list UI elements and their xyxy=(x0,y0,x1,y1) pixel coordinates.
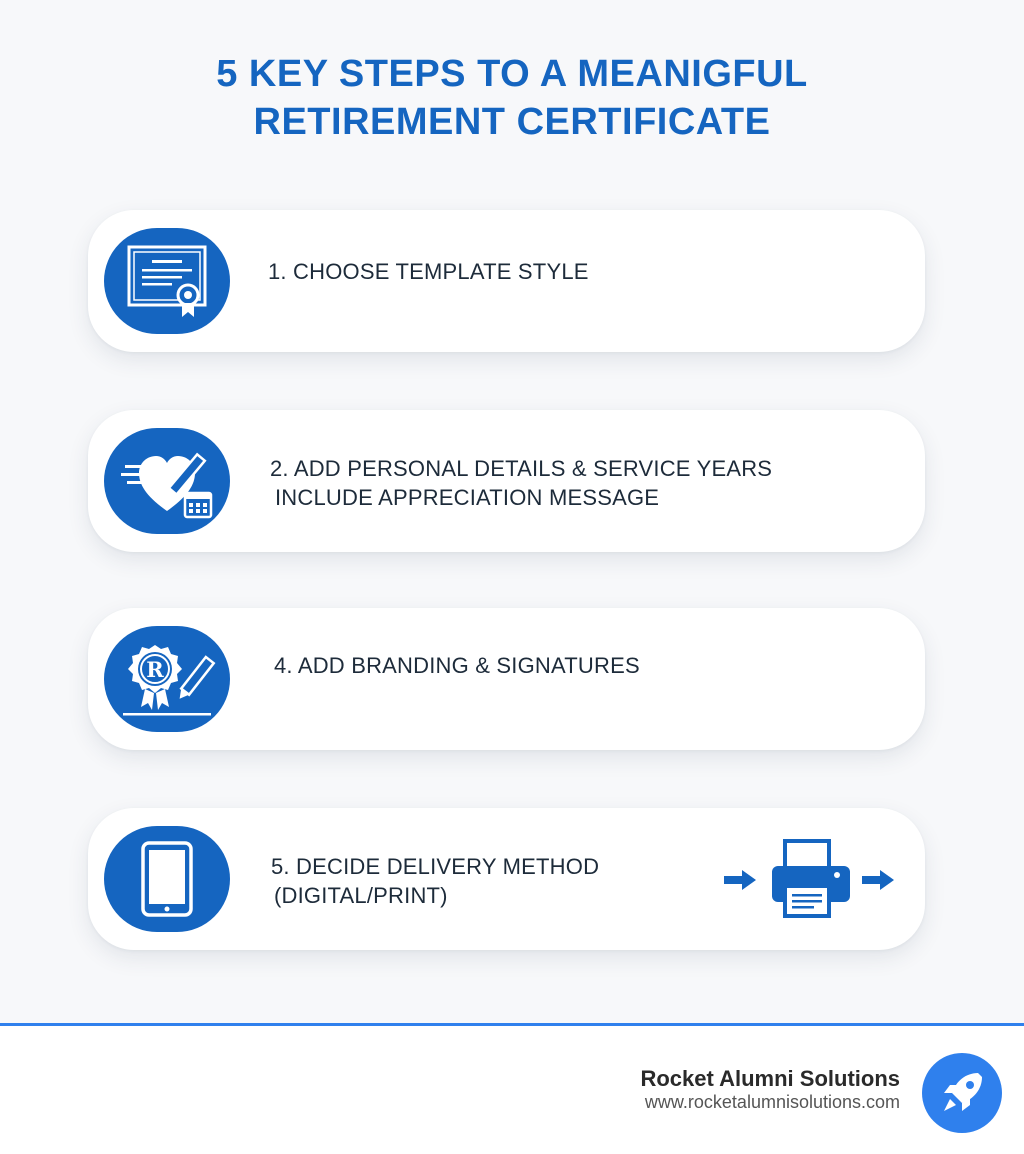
brand-url: www.rocketalumnisolutions.com xyxy=(644,1092,900,1112)
title-line-2: RETIREMENT CERTIFICATE xyxy=(253,101,771,143)
step-2-line-1: 2. ADD PERSONAL DETAILS & SERVICE YEARS xyxy=(270,456,773,481)
page-title xyxy=(0,50,1024,146)
tablet-icon xyxy=(104,826,230,932)
printer-icon xyxy=(724,838,896,925)
step-card-2 xyxy=(88,410,925,552)
step-card-1 xyxy=(88,210,925,352)
step-card-5 xyxy=(88,808,925,950)
step-text-1 xyxy=(268,257,589,286)
heart-pencil-calendar-icon xyxy=(104,428,230,534)
step-text-4 xyxy=(274,651,640,680)
brand-name: Rocket Alumni Solutions xyxy=(640,1066,900,1091)
step-5-line-1: 5. DECIDE DELIVERY METHOD xyxy=(271,854,600,879)
certificate-icon xyxy=(104,228,230,334)
title-line-1: 5 KEY STEPS TO A MEANIGFUL xyxy=(216,53,808,95)
step-4-line-1: 4. ADD BRANDING & SIGNATURES xyxy=(274,653,640,678)
step-text-5 xyxy=(271,852,599,910)
seal-signature-icon xyxy=(104,626,230,732)
step-5-line-2: (DIGITAL/PRINT) xyxy=(274,883,448,908)
footer xyxy=(0,1026,1024,1154)
svg-text:R: R xyxy=(146,657,164,682)
step-2-line-2: INCLUDE APPRECIATION MESSAGE xyxy=(275,485,660,510)
step-card-4 xyxy=(88,608,925,750)
step-1-line-1: 1. CHOOSE TEMPLATE STYLE xyxy=(268,259,589,284)
step-text-2 xyxy=(270,454,772,512)
rocket-icon xyxy=(922,1053,1002,1133)
